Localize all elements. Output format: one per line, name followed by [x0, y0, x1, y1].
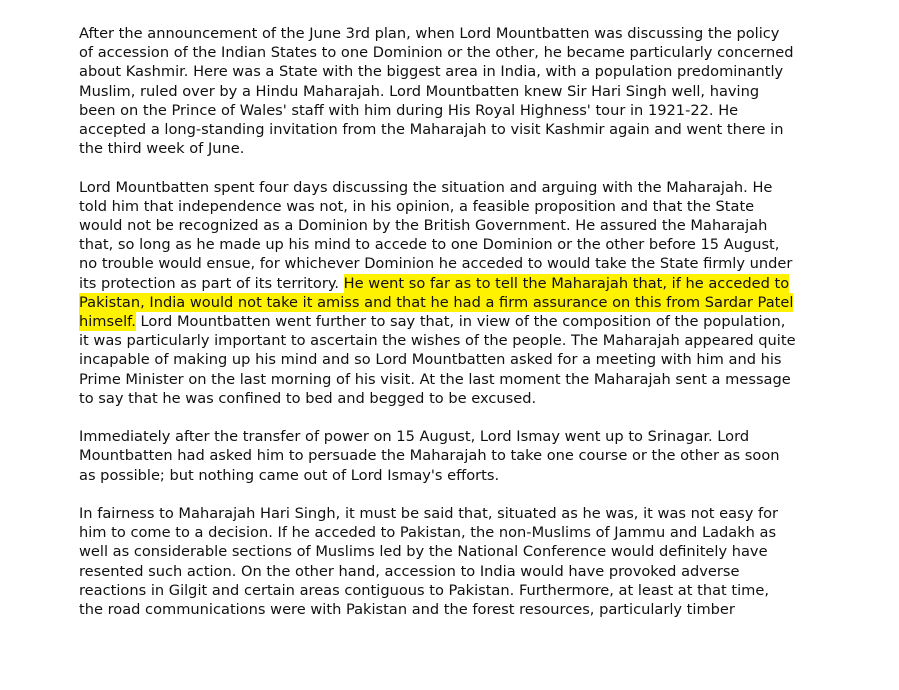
- paragraph-ismay-srinagar: Immediately after the transfer of power on 15 August, Lord Ismay went up to Srinagar. Lord Mountbatten had asked him to persuade the Maharajah to take one course or the other as soon as possible; but nothing came out of Lord Ismay's efforts.: [79, 428, 780, 484]
- paragraph-hari-singh-fairness: In fairness to Maharajah Hari Singh, it must be said that, situated as he was, it was not easy for him to come to a decision. If he acceded to Pakistan, the non-Muslims of Jammu and Ladakh as well as considerable sections of Muslims led by the National Conference would definitely have resented such action. On the other hand, accession to India would have provoked adverse reactions in Gilgit and certain areas contiguous to Pakistan. Furthermore, at least at that time, the road communications were with Pakistan and the forest resources, particularly timber: [79, 505, 779, 619]
- paragraph-text-after-highlight: Lord Mountbatten went further to say that, in view of the composition of the population, it was particularly important to ascertain the wishes of the people. The Maharajah appeared quite incapable of making up his mind and so Lord Mountbatten asked for a meeting with him and his Prime Minister on the last morning of his visit. At the last moment the Maharajah sent a message to say that he was confined to bed and begged to be excused.: [79, 313, 796, 407]
- paragraph-june-plan: After the announcement of the June 3rd plan, when Lord Mountbatten was discussing the policy of accession of the Indian States to one Dominion or the other, he became particularly concerned about Kashmir. Here was a State with the biggest area in India, with a population predominantly Muslim, ruled over by a Hindu Maharajah. Lord Mountbatten knew Sir Hari Singh well, having been on the Prince of Wales' staff with him during His Royal Highness' tour in 1921-22. He accepted a long-standing invitation from the Maharajah to visit Kashmir again and went there in the third week of June.: [79, 25, 794, 158]
- highlighted-text: He went so far as to tell the Maharajah that, if he acceded to Pakistan, India would not take it amiss and that he had a firm assurance on this from Sardar Patel himself.: [79, 274, 794, 331]
- paragraph-mountbatten-visit: [79, 178, 797, 408]
- paragraph-text-before-highlight: Lord Mountbatten spent four days discussing the situation and arguing with the Maharajah. He told him that independence was not, in his opinion, a feasible proposition and that the State would not be recognized as a Dominion by the British Government. He assured the Maharajah that, so long as he made up his mind to accede to one Dominion or the other before 15 August, no trouble would ensue, for whichever Dominion he acceded to would take the State firmly under its protection as part of its territory.: [79, 178, 793, 292]
- document-page: [79, 24, 797, 638]
